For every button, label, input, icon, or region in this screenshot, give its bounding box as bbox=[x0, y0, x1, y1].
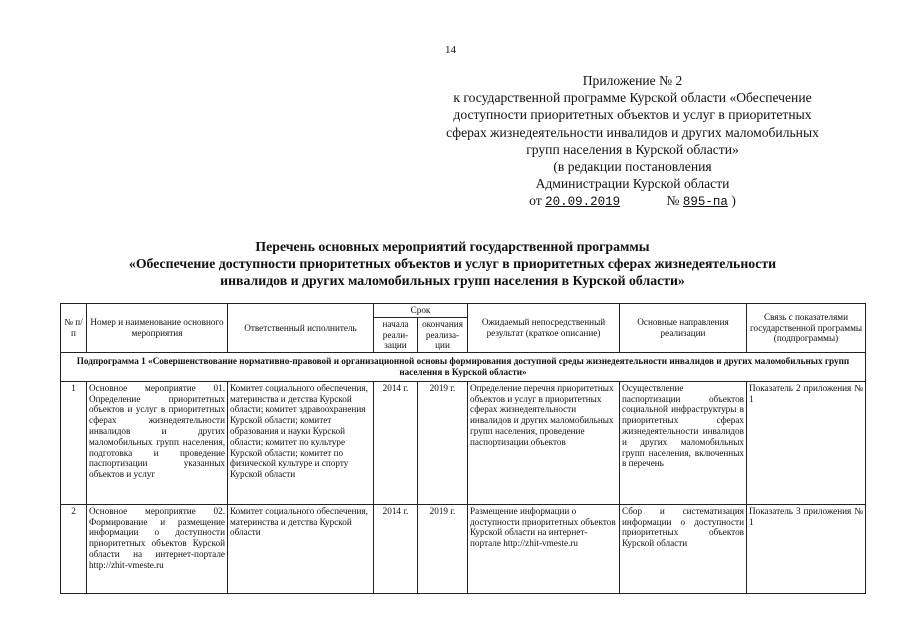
header-directions: Основные направления реализации bbox=[620, 304, 747, 353]
title-line: «Обеспечение доступности приоритетных объектов и услуг в приоритетных сферах жизнедеятельности bbox=[128, 256, 777, 271]
decree-date: 20.09.2019 bbox=[545, 195, 621, 210]
decree-number: 895-па bbox=[682, 195, 728, 210]
subprogram-title: Подпрограмма 1 «Совершенствование нормативно-правовой и организационной основы формирования доступной среды жизнедеятельности инвалидов и других маломобильных групп населения в Курской области» bbox=[61, 353, 866, 382]
cell-end: 2019 г. bbox=[418, 504, 468, 593]
header-name: Номер и наименование основного мероприятия bbox=[87, 304, 228, 353]
activities-table bbox=[60, 303, 866, 594]
appendix-line: сферах жизнедеятельности инвалидов и других маломобильных bbox=[446, 124, 819, 140]
appendix-line: к государственной программе Курской области «Обеспечение bbox=[453, 90, 812, 106]
title-line: инвалидов и других маломобильных групп населения в Курской области» bbox=[220, 273, 685, 288]
page-number: 14 bbox=[445, 44, 456, 56]
number-prefix: № bbox=[666, 193, 680, 209]
header-result: Ожидаемый непосредственный результат (краткое описание) bbox=[468, 304, 620, 353]
cell-num: 2 bbox=[61, 504, 87, 593]
appendix-header bbox=[405, 72, 860, 212]
document-title bbox=[60, 238, 845, 289]
table-row bbox=[61, 381, 866, 504]
cell-executor: Комитет социального обеспечения, материнства и детства Курской области bbox=[228, 504, 374, 593]
appendix-line: групп населения в Курской области» bbox=[526, 141, 739, 157]
appendix-line: Приложение № 2 bbox=[582, 73, 683, 88]
cell-end: 2019 г. bbox=[418, 381, 468, 504]
cell-directions: Осуществление паспортизации объектов социальной инфраструктуры в приоритетных сферах жизнедеятельности инвалидов и других маломобильных групп населения, включенных в перечень bbox=[620, 381, 747, 504]
cell-link: Показатель 2 приложения № 1 bbox=[747, 381, 866, 504]
cell-result: Размещение информации о доступности приоритетных объектов Курской области на интернет-портале http://zhit-vmeste.ru bbox=[468, 504, 620, 593]
cell-num: 1 bbox=[61, 381, 87, 504]
appendix-line: Администрации Курской области bbox=[535, 176, 730, 192]
header-end: окончания реализа-ции bbox=[418, 317, 468, 352]
cell-executor: Комитет социального обеспечения, материнства и детства Курской области; комитет здравоохранения Курской области; комитет образования и науки Курской области; комитет по культуре Курской области; комитет по физической культуре и спорту Курской области bbox=[228, 381, 374, 504]
cell-start: 2014 г. bbox=[374, 504, 418, 593]
appendix-line: (в редакции постановления bbox=[553, 159, 712, 175]
cell-name: Основное мероприятие 01. Определение приоритетных объектов и услуг в приоритетных сферах жизнедеятельности инвалидов и других маломобильных групп населения, подготовка и проведение паспортизации указанных объектов и услуг bbox=[87, 381, 228, 504]
table-header-row bbox=[61, 304, 866, 318]
appendix-date-line bbox=[405, 192, 860, 211]
header-num: № п/п bbox=[61, 304, 87, 353]
date-prefix: от bbox=[529, 193, 542, 209]
cell-result: Определение перечня приоритетных объектов и услуг в приоритетных сферах жизнедеятельности инвалидов и других маломобильных групп населения, проведение паспортизации объектов bbox=[468, 381, 620, 504]
header-term: Срок bbox=[374, 304, 468, 318]
subprogram-row bbox=[61, 353, 866, 382]
table-row bbox=[61, 504, 866, 593]
title-line: Перечень основных мероприятий государственной программы bbox=[255, 239, 650, 254]
header-executor: Ответственный исполнитель bbox=[228, 304, 374, 353]
cell-name: Основное мероприятие 02. Формирование и размещение информации о доступности приоритетных объектов Курской области на интернет-портале http://zhit-vmeste.ru bbox=[87, 504, 228, 593]
cell-link: Показатель 3 приложения № 1 bbox=[747, 504, 866, 593]
header-link: Связь с показателями государственной программы (подпрограммы) bbox=[747, 304, 866, 353]
appendix-line: доступности приоритетных объектов и услуг в приоритетных bbox=[453, 107, 812, 123]
header-start: начала реали-зации bbox=[374, 317, 418, 352]
cell-directions: Сбор и систематизация информации о доступности приоритетных объектов Курской области bbox=[620, 504, 747, 593]
close-paren: ) bbox=[731, 193, 736, 209]
cell-start: 2014 г. bbox=[374, 381, 418, 504]
